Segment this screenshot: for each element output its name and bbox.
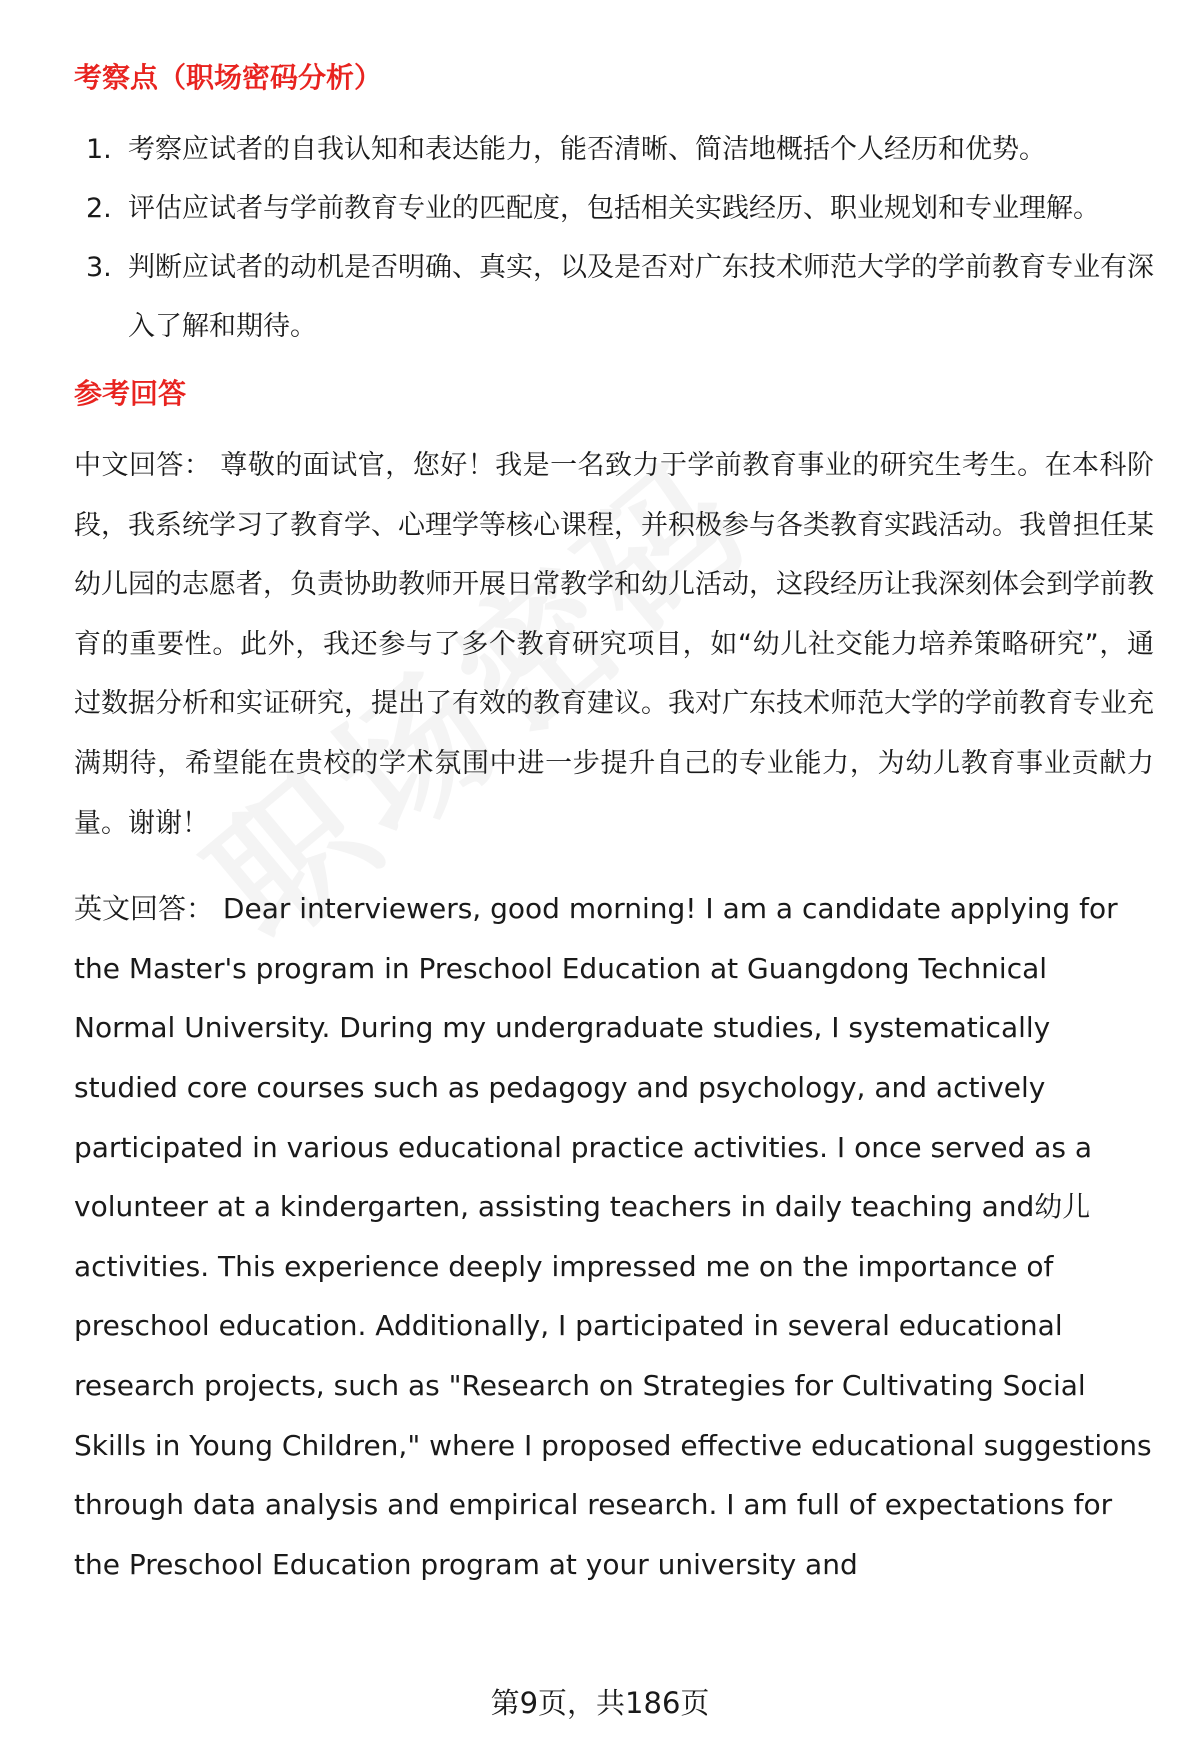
list-item-text: 考察应试者的自我认知和表达能力，能否清晰、简洁地概括个人经历和优势。: [128, 134, 1046, 165]
list-item: [74, 238, 1154, 356]
section-heading-reference-answer: 参考回答: [74, 377, 187, 410]
list-item: [74, 179, 1154, 238]
english-answer-paragraph: 英文回答： Dear interviewers, good morning! I am a candidate applying for the Master's program in Preschool Education at Guangdong Technical Normal University. During my undergraduate studies, I systematically studied core courses such as pedagogy and psychology, and actively participated in various educational practice activities. I once served as a volunteer at a kindergarten, assisting teachers in daily teaching and幼儿 activities. This experience deeply impressed me on the importance of preschool education. Additionally, I participated in several educational research projects, such as "Research on Strategies for Cultivating Social Skills in Young Children," where I proposed effective educational suggestions through data analysis and empirical research. I am full of expectations for the Preschool Education program at your university and: [74, 892, 1152, 1581]
list-item: [74, 120, 1154, 179]
list-item-number: 1.: [86, 134, 112, 165]
list-item-number: 2.: [86, 193, 112, 224]
list-item-number: 3.: [86, 252, 112, 283]
page-number-footer: 第9页，共186页: [490, 1686, 710, 1720]
analysis-list: [74, 120, 1154, 356]
chinese-answer-paragraph: 中文回答： 尊敬的面试官，您好！我是一名致力于学前教育事业的研究生考生。在本科阶段，我系统学习了教育学、心理学等核心课程，并积极参与各类教育实践活动。我曾担任某幼儿园的志愿者，负责协助教师开展日常教学和幼儿活动，这段经历让我深刻体会到学前教育的重要性。此外，我还参与了多个教育研究项目，如“幼儿社交能力培养策略研究”，通过数据分析和实证研究，提出了有效的教育建议。我对广东技术师范大学的学前教育专业充满期待，希望能在贵校的学术氛围中进一步提升自己的专业能力，为幼儿教育事业贡献力量。谢谢！: [74, 450, 1154, 839]
page-content: [74, 58, 1154, 1594]
section-heading-analysis: 考察点（职场密码分析）: [74, 61, 383, 94]
list-item-text: 评估应试者与学前教育专业的匹配度，包括相关实践经历、职业规划和专业理解。: [128, 193, 1100, 224]
list-item-text: 判断应试者的动机是否明确、真实，以及是否对广东技术师范大学的学前教育专业有深入了解和期待。: [128, 252, 1154, 342]
